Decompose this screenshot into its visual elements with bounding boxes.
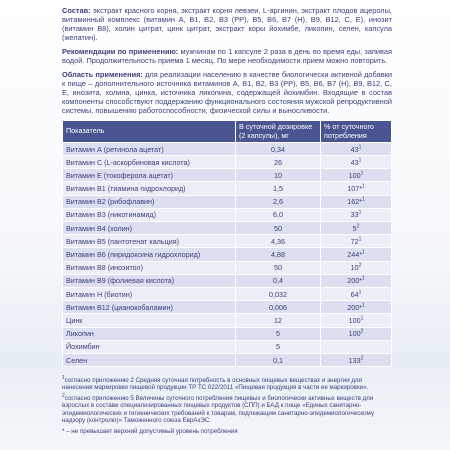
row-percent-value: 10 bbox=[350, 263, 359, 273]
composition-paragraph bbox=[62, 6, 392, 42]
table-row bbox=[63, 274, 392, 287]
header-indicator: Показатель bbox=[63, 121, 236, 143]
row-name: Витамин А (ретинола ацетат) bbox=[63, 142, 236, 155]
recommendations-paragraph bbox=[62, 47, 392, 65]
row-footnote-mark: 2 bbox=[360, 355, 364, 362]
row-percent bbox=[321, 287, 392, 300]
row-percent bbox=[321, 195, 392, 208]
recommendations-label: Рекомендации по применению: bbox=[62, 47, 179, 57]
row-footnote-mark: 2 bbox=[358, 262, 362, 269]
table-row bbox=[63, 182, 392, 195]
table-row bbox=[63, 208, 392, 221]
row-name: Витамин В6 (пиридоксина гидрохлорид) bbox=[63, 248, 236, 261]
row-name: Ликопин bbox=[63, 327, 236, 340]
row-footnote-mark: 1 bbox=[360, 170, 364, 177]
row-value: 4,88 bbox=[236, 248, 321, 261]
row-value: 50 bbox=[236, 222, 321, 235]
row-name: Витамин В9 (фолиевая кислота) bbox=[63, 274, 236, 287]
row-percent-value: 200* bbox=[347, 302, 362, 312]
application-label: Область применения: bbox=[62, 70, 143, 80]
row-value: 1,5 bbox=[236, 182, 321, 195]
table-row bbox=[63, 235, 392, 248]
application-text: для реализации населению в качестве биологически активной добавки к пище – дополнительного источника витаминов А, В1, В2, В3 (РР), В5, В6, В7 (Н), В9, В12, С, Е, инозита, холина, цинка, источника ликопина, содержащей йохимбин. Входящие в состав компоненты способствуют поддержанию функционального состояния мужской репродуктивной системы, повышению работоспособности, физической силы и выносливости. bbox=[62, 70, 392, 116]
composition-text: экстракт красного корня, экстракт корня левзеи, L-аргинин, экстракт плодов ацеролы, витаминный комплекс (витамин А, В1, В2, В3 (РР), В5, В6, В7 (Н), В9, В12, С, Е), инозит (витамин В8), холин цитрат, цинк цитрат, экстракт коры йохимбе, ликопин, селен, капсула (желатин). bbox=[62, 6, 392, 43]
row-percent bbox=[321, 169, 392, 182]
row-name: Витамин В2 (рибофлавин) bbox=[63, 195, 236, 208]
table-row bbox=[63, 314, 392, 327]
row-footnote-mark: 2 bbox=[356, 223, 360, 230]
row-percent-value: 72 bbox=[350, 236, 359, 246]
table-row bbox=[63, 222, 392, 235]
row-percent bbox=[321, 235, 392, 248]
row-value: 0,1 bbox=[236, 353, 321, 366]
row-value: 0,4 bbox=[236, 274, 321, 287]
row-percent-value: 33 bbox=[350, 210, 359, 220]
row-name: Йохимбин bbox=[63, 340, 236, 353]
row-footnote-mark: 1 bbox=[362, 249, 365, 256]
row-name: Витамин В8 (инозитол) bbox=[63, 261, 236, 274]
row-value: 4,36 bbox=[236, 235, 321, 248]
row-value: 12 bbox=[236, 314, 321, 327]
row-footnote-mark: 1 bbox=[358, 144, 362, 151]
row-percent-value: 43 bbox=[350, 157, 359, 167]
row-percent-value: 100 bbox=[348, 315, 361, 325]
row-name: Селен bbox=[63, 353, 236, 366]
row-footnote-mark: 1 bbox=[362, 275, 365, 282]
row-value: 5 bbox=[236, 327, 321, 340]
row-footnote-mark: 1 bbox=[358, 157, 362, 164]
row-percent-value: 100 bbox=[348, 329, 361, 339]
row-percent bbox=[321, 142, 392, 155]
table-row bbox=[63, 353, 392, 366]
row-name: Витамин В12 (цианокобаламин) bbox=[63, 301, 236, 314]
row-percent-value: 107* bbox=[347, 184, 362, 194]
row-percent-value: 133 bbox=[348, 355, 361, 365]
row-value: 10 bbox=[236, 169, 321, 182]
row-name: Витамин В3 (никотинамид) bbox=[63, 208, 236, 221]
row-percent bbox=[321, 248, 392, 261]
row-value: 6,0 bbox=[236, 208, 321, 221]
row-percent bbox=[321, 182, 392, 195]
table-body bbox=[63, 142, 392, 366]
row-value: 0,34 bbox=[236, 142, 321, 155]
row-percent-value: 200* bbox=[347, 276, 362, 286]
table-row bbox=[63, 142, 392, 155]
nutrition-table bbox=[62, 120, 392, 367]
row-percent-value: 5 bbox=[352, 223, 357, 233]
table-header-row bbox=[63, 121, 392, 143]
row-footnote-mark: 1 bbox=[360, 315, 364, 322]
row-name: Витамин В4 (холин) bbox=[63, 222, 236, 235]
footnote-mark: 1 bbox=[62, 375, 65, 382]
footnote-mark: 2 bbox=[62, 393, 65, 400]
row-value: 5 bbox=[236, 340, 321, 353]
row-name: Витамин В1 (тиамина гидрохлорид) bbox=[63, 182, 236, 195]
row-percent bbox=[321, 261, 392, 274]
table-row bbox=[63, 248, 392, 261]
row-percent bbox=[321, 208, 392, 221]
row-percent bbox=[321, 327, 392, 340]
row-percent bbox=[321, 156, 392, 169]
row-percent-value: 100 bbox=[348, 170, 361, 180]
row-name: Витамин В5 (пантотенат кальция) bbox=[63, 235, 236, 248]
table-row bbox=[63, 287, 392, 300]
row-name: Витамин Е (токоферола ацетат) bbox=[63, 169, 236, 182]
row-percent-value: 64 bbox=[350, 289, 359, 299]
footnote bbox=[62, 377, 392, 391]
application-paragraph bbox=[62, 70, 392, 115]
table-row bbox=[63, 261, 392, 274]
footnote-text: * – не превышает верхний допустимый уровень потребления bbox=[62, 427, 238, 435]
row-percent-value: 244* bbox=[347, 250, 362, 259]
row-footnote-mark: 1 bbox=[358, 289, 362, 296]
footnote-text: согласно приложению 2 Средняя суточная потребность в основных пищевых веществах и энергии для нанесения маркировки пищевой продукции ТР ТС 022/2011 «Пищевая продукция в части ее маркировки». bbox=[62, 377, 369, 392]
footnote bbox=[62, 428, 392, 435]
row-value: 0,006 bbox=[236, 301, 321, 314]
table-row bbox=[63, 301, 392, 314]
row-footnote-mark: 1 bbox=[362, 183, 365, 190]
table-row bbox=[63, 195, 392, 208]
row-value: 50 bbox=[236, 261, 321, 274]
row-value: 0,032 bbox=[236, 287, 321, 300]
row-value: 26 bbox=[236, 156, 321, 169]
footnote-text: согласно приложению 5 Величины суточного потребления пищевых и биологически активных веществ для взрослых в составе специализированных пищевых продуктов (СПП) и БАД к пище «Единых санитарно-эпидемиологических и гигиенических требований к товарам, подлежащим санитарно-эпидемиологическому надзору (контролю)» Таможенного союза ЕврАзЭС. bbox=[62, 395, 375, 424]
row-percent bbox=[321, 314, 392, 327]
row-percent bbox=[321, 222, 392, 235]
row-percent-value: 43 bbox=[350, 144, 359, 154]
row-name: Витамин С (L-аскорбиновая кислота) bbox=[63, 156, 236, 169]
table-row bbox=[63, 327, 392, 340]
content bbox=[62, 6, 392, 439]
row-value: 2,6 bbox=[236, 195, 321, 208]
recommendations-text: мужчинам по 1 капсуле 2 раза в день во время еды, запивая водой. Продолжительность приема 1 месяц. По мере необходимости прием можно повторить. bbox=[62, 47, 393, 66]
header-daily-dose: В суточной дозировке (2 капсулы), мг bbox=[236, 121, 321, 143]
table-row bbox=[63, 169, 392, 182]
table-row bbox=[63, 340, 392, 353]
row-percent bbox=[321, 353, 392, 366]
footnotes bbox=[62, 377, 392, 435]
footnote bbox=[62, 395, 392, 424]
row-footnote-mark: 1 bbox=[362, 302, 365, 309]
row-percent-value: 162* bbox=[347, 197, 362, 207]
table-row bbox=[63, 156, 392, 169]
row-percent bbox=[321, 301, 392, 314]
composition-label: Состав: bbox=[62, 6, 91, 15]
row-percent bbox=[321, 274, 392, 287]
row-footnote-mark: 1 bbox=[358, 236, 362, 243]
row-footnote-mark: 2 bbox=[360, 328, 364, 335]
row-name: Витамин Н (биотин) bbox=[63, 287, 236, 300]
row-percent bbox=[321, 340, 392, 353]
row-footnote-mark: 1 bbox=[362, 196, 365, 203]
header-daily-percent: % от суточного потребления bbox=[321, 121, 392, 143]
row-name: Цинк bbox=[63, 314, 236, 327]
row-footnote-mark: 1 bbox=[358, 210, 362, 217]
